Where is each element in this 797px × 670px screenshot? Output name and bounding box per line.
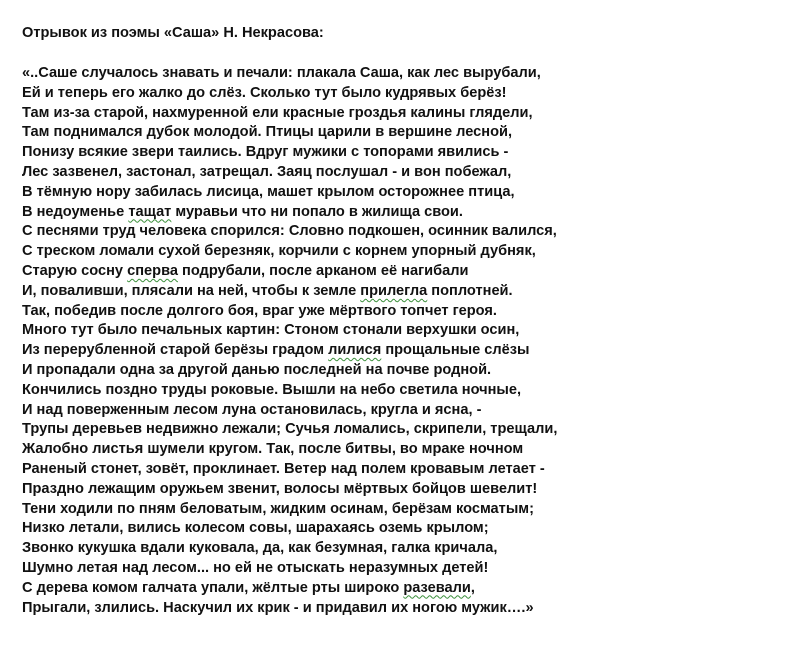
misspelled-word: тащат <box>128 203 172 220</box>
poem-line: Трупы деревьев недвижно лежали; Сучья ломались, скрипели, трещали, <box>22 421 558 438</box>
poem-line: Низко летали, вились колесом совы, шарахаясь оземь крылом; <box>22 520 489 537</box>
poem-line: С песнями труд человека спорился: Словно подкошен, осинник валился, <box>22 223 557 240</box>
poem-line: И пропадали одна за другой данью последней на почве родной. <box>22 361 492 378</box>
poem-line: С дерева комом галчата упали, жёлтые рты широко разевали, <box>22 579 475 596</box>
poem-line: С треском ломали сухой березняк, корчили с корнем упорный дубняк, <box>22 243 536 260</box>
misspelled-word: прилегла <box>360 282 428 299</box>
poem-line: Кончились поздно труды роковые. Вышли на небо светила ночные, <box>22 381 522 398</box>
poem-line: И, поваливши, плясали на ней, чтобы к земле прилегла поплотней. <box>22 282 513 299</box>
poem-line: Ей и теперь его жалко до слёз. Сколько тут было кудрявых берёз! <box>22 84 507 101</box>
poem-line: Раненый стонет, зовёт, проклинает. Ветер над полем кровавым летает - <box>22 460 545 477</box>
poem-line: Звонко кукушка вдали куковала, да, как безумная, галка кричала, <box>22 540 498 557</box>
misspelled-word: лилися <box>328 342 382 359</box>
poem-line: Прыгали, злились. Наскучил их крик - и придавил их ногою мужик….» <box>22 599 534 616</box>
misspelled-word: сперва <box>127 262 178 279</box>
poem-line: Тени ходили по пням беловатым, жидким осинам, берёзам косматым; <box>22 500 534 517</box>
poem-line: Жалобно листья шумели кругом. Так, после битвы, во мраке ночном <box>22 441 524 458</box>
poem-line: Так, победив после долгого боя, враг уже мёртвого топчет героя. <box>22 302 497 319</box>
poem-line: В недоуменье тащат муравьи что ни попало в жилища свои. <box>22 203 463 220</box>
poem-line: «..Саше случалось знавать и печали: плакала Саша, как лес вырубали, <box>22 65 541 81</box>
poem-line: Шумно летая над лесом... но ей не отыскать неразумных детей! <box>22 559 489 576</box>
poem-line: Там из-за старой, нахмуренной ели красные гроздья калины глядели, <box>22 104 533 121</box>
poem-line: Праздно лежащим оружьем звенит, волосы мёртвых бойцов шевелит! <box>22 480 538 497</box>
poem-line: И над поверженным лесом луна остановилась, кругла и ясна, - <box>22 401 482 418</box>
poem-text <box>22 64 792 618</box>
misspelled-word: разевали <box>403 579 471 596</box>
poem-line: Лес зазвенел, застонал, затрещал. Заяц послушал - и вон побежал, <box>22 163 512 180</box>
poem-line: Из перерубленной старой берёзы градом лилися прощальные слёзы <box>22 342 530 359</box>
poem-line: Понизу всякие звери таились. Вдруг мужики с топорами явились - <box>22 144 509 161</box>
document-title: Отрывок из поэмы «Саша» Н. Некрасова: <box>22 25 324 41</box>
poem-line: Там поднимался дубок молодой. Птицы царили в вершине лесной, <box>22 124 513 141</box>
poem-line: Старую сосну сперва подрубали, после арканом её нагибали <box>22 262 469 279</box>
poem-line: Много тут было печальных картин: Стоном стонали верхушки осин, <box>22 322 520 339</box>
poem-line: В тёмную нору забилась лисица, машет крылом осторожнее птица, <box>22 183 515 200</box>
